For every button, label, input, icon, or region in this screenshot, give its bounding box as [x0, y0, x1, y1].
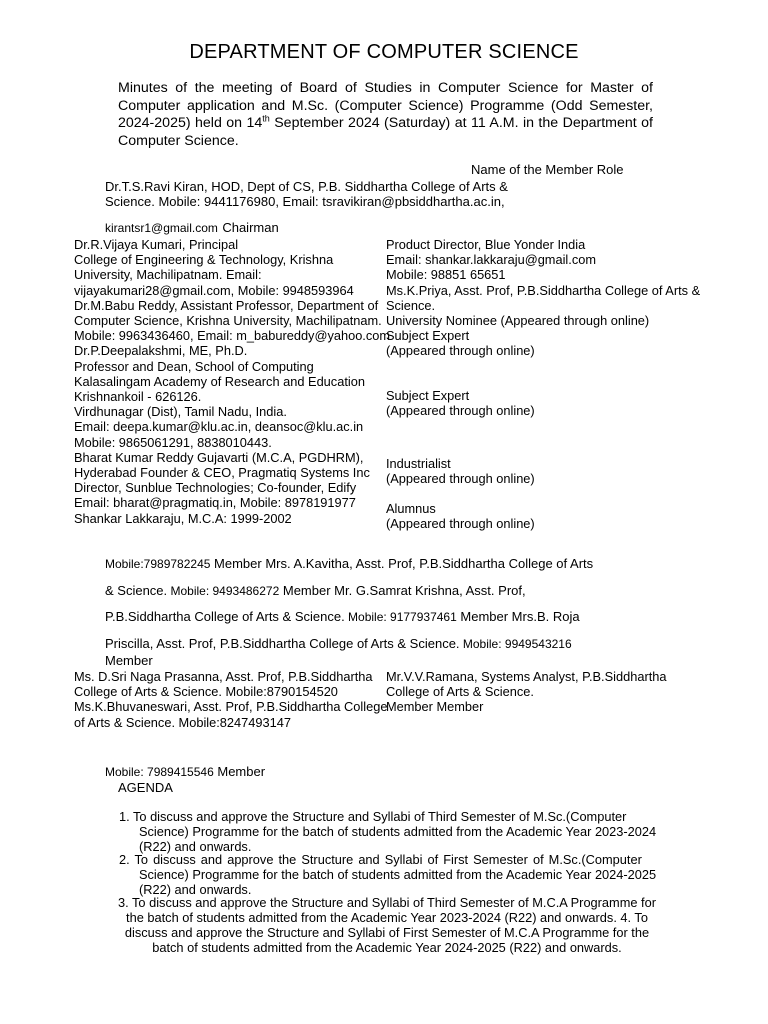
mobile-number: Mobile: 9949543216 [459, 637, 572, 651]
left-line: Director, Sunblue Technologies; Co-founder, Edify [74, 480, 357, 496]
members-right-block [386, 669, 667, 715]
right-line: Subject Expert [386, 328, 470, 344]
member-text: Priscilla, Asst. Prof, P.B.Siddhartha College of Arts & Science. [105, 636, 460, 651]
right-line: Science. [386, 297, 436, 313]
intro-superscript: th [262, 113, 270, 124]
agenda-item-3 [112, 895, 662, 955]
member-line-last [105, 764, 265, 779]
intro-text-2: September 2024 (Saturday) at 11 A.M. in the Department of Computer Science. [118, 115, 653, 149]
left-line: Computer Science, Krishna University, Machilipatnam. [74, 313, 382, 329]
chairman-line-1: Dr.T.S.Ravi Kiran, HOD, Dept of CS, P.B. Siddhartha College of Arts & [105, 179, 508, 194]
member-entry: Ms.K.Bhuvaneswari, Asst. Prof, P.B.Siddhartha College [74, 699, 388, 715]
member-entry: College of Arts & Science. Mobile:8790154520 [74, 684, 338, 700]
member-text: Member Mrs.B. Roja [456, 609, 580, 624]
left-line: Email: deepa.kumar@klu.ac.in, deansoc@klu.ac.in [74, 419, 364, 435]
agenda-line: Science) Programme for the batch of students admitted from the Academic Year 2023-2024 [139, 824, 657, 839]
agenda-line: 3. To discuss and approve the Structure and Syllabi of Third Semester of M.C.A Programme for [118, 895, 656, 910]
member-text: Member Mr. G.Samrat Krishna, Asst. Prof, [279, 583, 526, 598]
left-line: Shankar Lakkaraju, M.C.A: 1999-2002 [74, 510, 292, 526]
page-title: DEPARTMENT OF COMPUTER SCIENCE [189, 41, 579, 63]
mobile-number: Mobile:7989782245 [105, 557, 211, 571]
left-line: Krishnankoil - 626126. [74, 389, 202, 405]
left-line: Mobile: 9963436460, Email: m_babureddy@yahoo.com [74, 328, 391, 344]
left-line: Email: bharat@pragmatiq.in, Mobile: 8978191977 [74, 495, 356, 511]
right-line: University Nominee (Appeared through online) [386, 313, 650, 329]
chairman-role: Chairman [222, 220, 279, 235]
member-line-2 [105, 583, 526, 598]
mobile-number: Mobile: 9493486272 [167, 584, 280, 598]
left-line: Dr.M.Babu Reddy, Assistant Professor, Department of [74, 297, 379, 313]
left-line: Mobile: 9865061291, 8838010443. [74, 434, 272, 450]
member-text: & Science. [105, 583, 168, 598]
member-line-1 [105, 556, 593, 571]
agenda-line: Science) Programme for the batch of students admitted from the Academic Year 2024-2025 [139, 867, 657, 882]
member-entry: College of Arts & Science. [386, 684, 534, 700]
right-line: Email: shankar.lakkaraju@gmail.com [386, 252, 596, 268]
right-line: (Appeared through online) [386, 403, 535, 419]
right-line: (Appeared through online) [386, 516, 535, 532]
right-line: Alumnus [386, 501, 436, 516]
left-line: vijayakumari28@gmail.com, Mobile: 9948593964 [74, 282, 354, 298]
member-entry: Mr.V.V.Ramana, Systems Analyst, P.B.Siddhartha [386, 669, 667, 684]
chairman-email-role [105, 219, 279, 237]
member-entry: Ms. D.Sri Naga Prasanna, Asst. Prof, P.B.Siddhartha [74, 669, 373, 684]
table-header-label: Name of the Member Role [471, 162, 624, 177]
left-line: University, Machilipatnam. Email: [74, 267, 262, 283]
right-line: Product Director, Blue Yonder India [386, 237, 586, 252]
mobile-number: Mobile: 7989415546 [105, 765, 214, 779]
left-line: Virdhunagar (Dist), Tamil Nadu, India. [74, 404, 287, 420]
chairman-email: kirantsr1@gmail.com [105, 221, 218, 235]
left-line: Dr.P.Deepalakshmi, ME, Ph.D. [74, 343, 248, 359]
agenda-item-2 [119, 852, 659, 897]
mobile-number: Mobile: 9177937461 [344, 610, 457, 624]
agenda-line: (R22) and onwards. [139, 839, 252, 854]
member-line-5: Member [105, 653, 153, 668]
member-role: Member Member [386, 699, 484, 715]
agenda-line: the batch of students admitted from the Academic Year 2023-2024 (R22) and onwards. 4. To [126, 910, 648, 925]
agenda-line: batch of students admitted from the Academic Year 2024-2025 (R22) and onwards. [152, 940, 622, 955]
right-line: (Appeared through online) [386, 471, 535, 487]
left-line: Dr.R.Vijaya Kumari, Principal [74, 237, 239, 252]
member-text: P.B.Siddhartha College of Arts & Science. [105, 609, 345, 624]
agenda-line: (R22) and onwards. [139, 882, 252, 897]
agenda-line: 2. To discuss and approve the Structure and Syllabi of First Semester of M.Sc.(Computer [119, 852, 642, 867]
left-line: College of Engineering & Technology, Krishna [74, 252, 334, 268]
roles-right-column [386, 237, 700, 359]
right-line: Ms.K.Priya, Asst. Prof, P.B.Siddhartha College of Arts & [386, 282, 701, 298]
right-line: (Appeared through online) [386, 343, 535, 359]
role-industrialist [386, 456, 535, 486]
intro-paragraph [118, 80, 653, 150]
members-left-block [74, 669, 387, 730]
agenda-line: discuss and approve the Structure and Syllabi of First Semester of M.C.A Programme for the [124, 925, 650, 940]
right-line: Mobile: 98851 65651 [386, 267, 506, 283]
role-subject-expert-2 [386, 388, 535, 418]
left-line: Hyderabad Founder & CEO, Pragmatiq Systems Inc [74, 465, 370, 481]
left-line: Professor and Dean, School of Computing [74, 358, 314, 374]
left-line: Kalasalingam Academy of Research and Education [74, 373, 365, 389]
member-line-4 [105, 636, 572, 651]
agenda-heading: AGENDA [118, 780, 173, 795]
chairman-line-2: Science. Mobile: 9441176980, Email: tsravikiran@pbsiddhartha.ac.in, [105, 194, 505, 209]
members-left-column [74, 237, 390, 526]
agenda-item-1 [119, 809, 659, 854]
agenda-line: 1. To discuss and approve the Structure and Syllabi of Third Semester of M.Sc.(Computer [119, 809, 627, 824]
intro-text-1: Minutes of the meeting of Board of Studies in Computer Science for Master of Computer application and M.Sc. (Computer Science) Programme (Odd Semester, 2024-2025) held on 14 [118, 80, 653, 131]
member-entry: of Arts & Science. Mobile:8247493147 [74, 714, 291, 730]
member-role: Member [213, 764, 266, 779]
member-line-3 [105, 609, 580, 624]
member-text: Member Mrs. A.Kavitha, Asst. Prof, P.B.Siddhartha College of Arts [210, 556, 594, 571]
right-line: Subject Expert [386, 388, 470, 403]
left-line: Bharat Kumar Reddy Gujavarti (M.C.A, PGDHRM), [74, 449, 364, 465]
role-alumnus [386, 501, 535, 531]
right-line: Industrialist [386, 456, 451, 471]
